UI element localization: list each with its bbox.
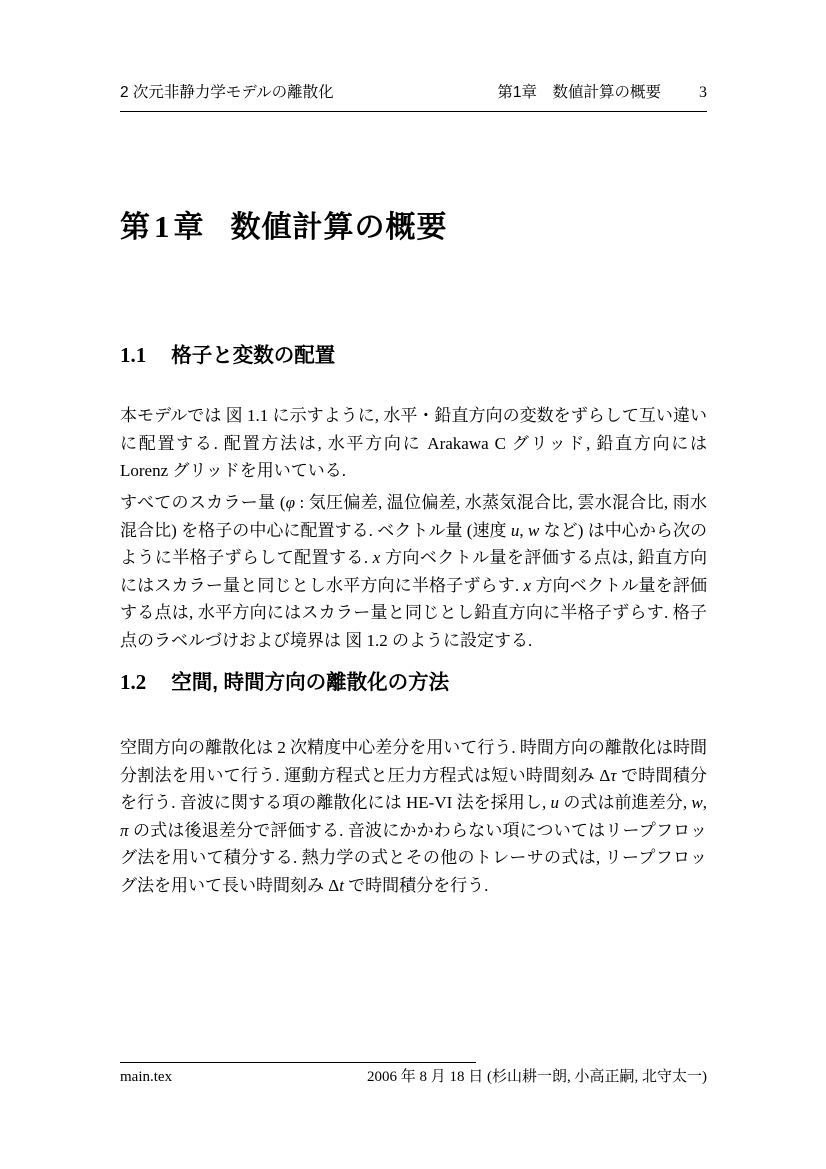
header-chapter-label: 第1章 数値計算の概要 [497, 84, 661, 101]
section-title: 空間, 時間方向の離散化の方法 [171, 671, 450, 694]
running-header [120, 84, 707, 102]
footer-rule [120, 1062, 476, 1063]
footer-filename: main.tex [120, 1069, 173, 1085]
section-title: 格子と変数の配置 [171, 344, 336, 367]
paragraph-grid-arrangement-2: すべてのスカラー量 (φ : 気圧偏差, 温位偏差, 水蒸気混合比, 雲水混合比, 雨水混合比) を格子の中心に配置する. ベクトル量 (速度 u, w など) は中心から次のように半格子ずらして配置する. x 方向ベクトル量を評価する点は, 鉛直方向にはスカラー量と同じとし水平方向に半格子ずらす. x 方向ベクトル量を評価する点は, 水平方向にはスカラー量と同じとし鉛直方向に半格子ずらす. 格子点のラベルづけおよび境界は 図 1.2 のように設定する. [120, 493, 708, 650]
chapter-number-suffix: 章 [173, 211, 205, 244]
footer-date-authors: 2006 年 8 月 18 日 (杉山耕一朗, 小高正嗣, 北守太一) [367, 1069, 707, 1085]
header-page-number: 3 [699, 84, 707, 101]
running-footer [120, 1068, 707, 1087]
chapter-number-prefix: 第 [120, 211, 151, 244]
chapter-title: 数値計算の概要 [230, 211, 448, 244]
paragraph-discretization-method: 空間方向の離散化は 2 次精度中心差分を用いて行う. 時間方向の離散化は時間分割法を用いて行う. 運動方程式と圧力方程式は短い時間刻み Δτ で時間積分を行う. 音波に関する項の離散化には HE-VI 法を採用し, u の式は前進差分, w, π の式は後退差分で評価する. 音波にかかわらない項についてはリープフロッグ法を用いて積分する. 熱力学の式とその他のトレーサの式は, リープフロッグ法を用いて長い時間刻み Δt で時間積分を行う. [120, 738, 708, 895]
header-rule [120, 111, 707, 112]
section-number: 1.1 [120, 343, 147, 367]
chapter-number: 1 [154, 209, 171, 244]
section-heading-1-1 [120, 341, 335, 370]
section-number: 1.2 [120, 670, 147, 694]
paragraph-grid-arrangement-1: 本モデルでは 図 1.1 に示すように, 水平・鉛直方向の変数をずらして互い違いに配置する. 配置方法は, 水平方向に Arakawa C グリッド, 鉛直方向には Lorenz グリッドを用いている. [120, 406, 707, 480]
section-heading-1-2 [120, 668, 449, 697]
chapter-heading [120, 207, 448, 248]
header-doc-title: 2 次元非静力学モデルの離散化 [120, 84, 334, 101]
